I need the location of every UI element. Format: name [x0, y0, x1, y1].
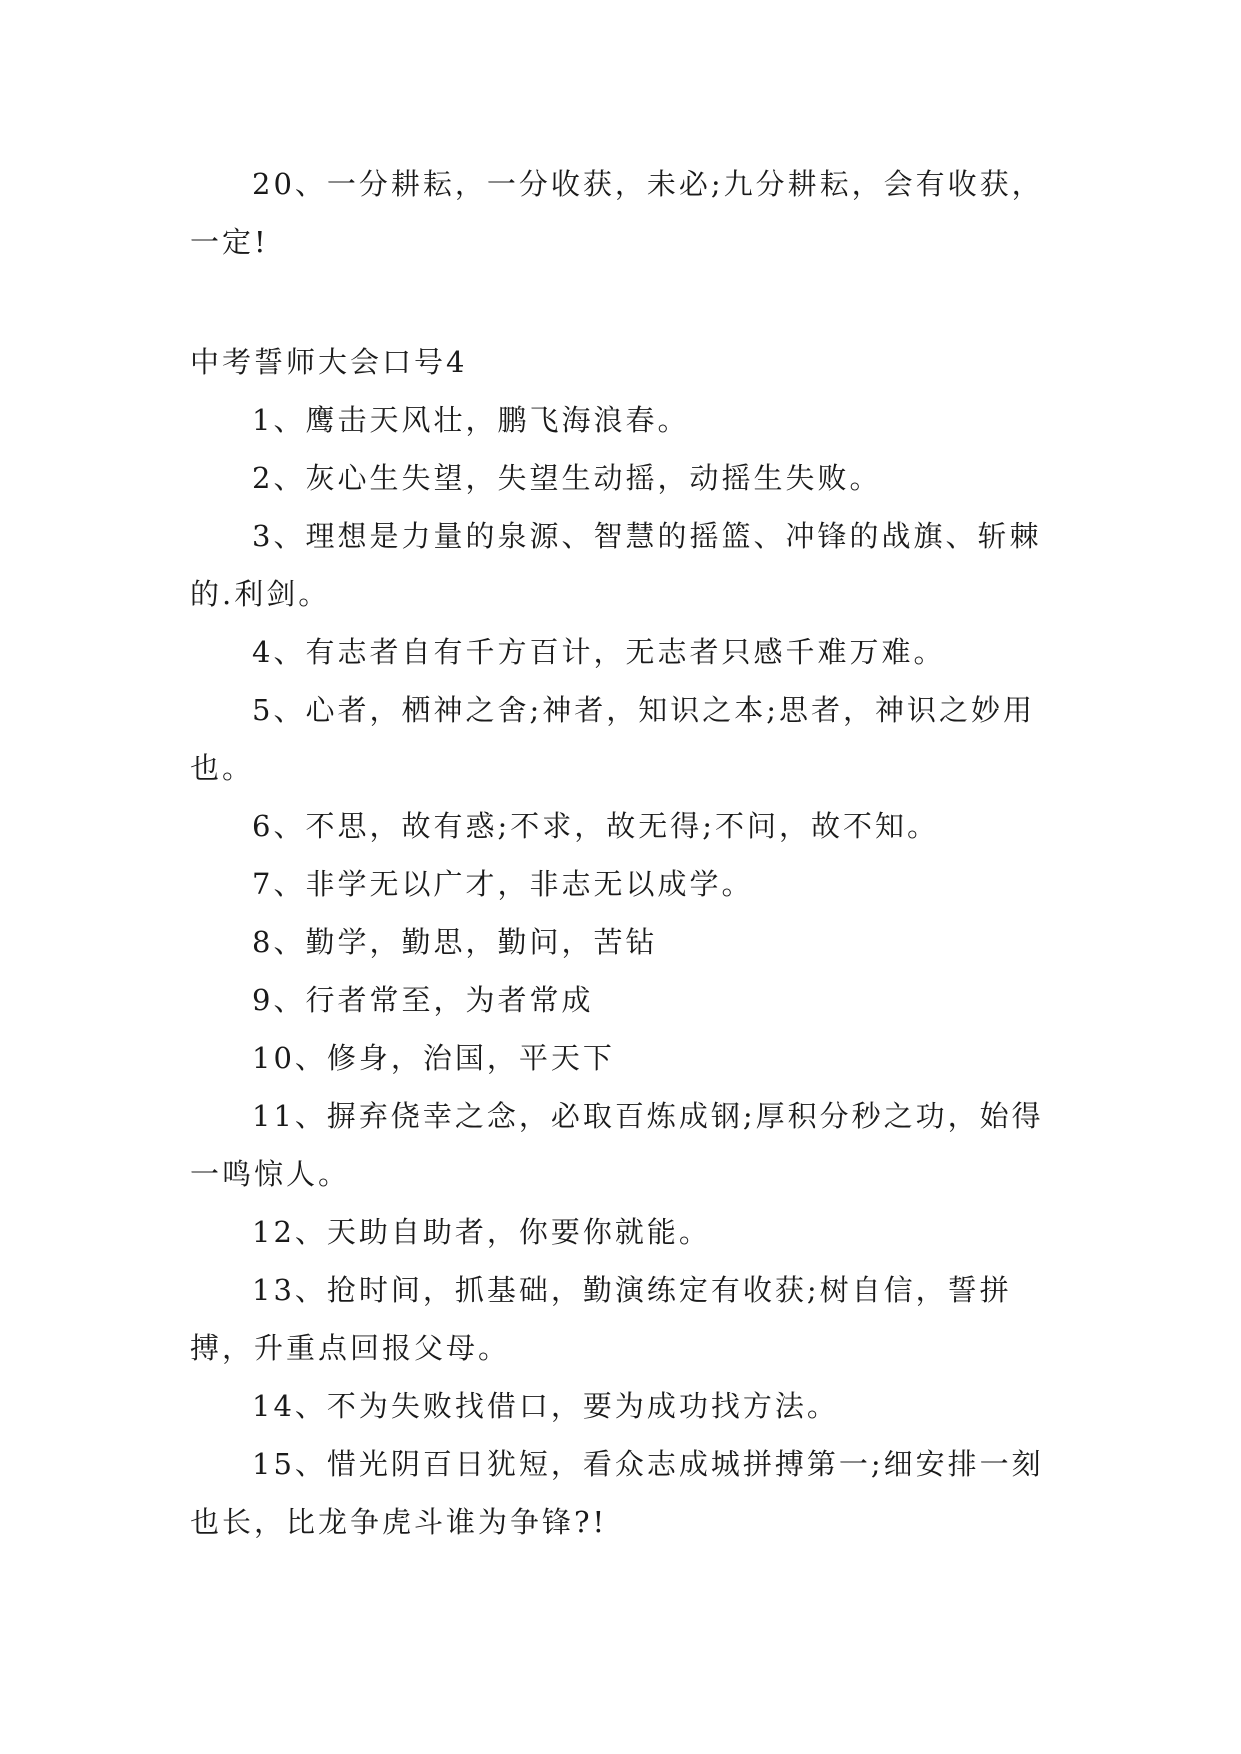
list-item: 10、修身，治国，平天下: [252, 1041, 615, 1075]
list-item: 12、天助自助者，你要你就能。: [252, 1215, 711, 1249]
list-item: 15、惜光阴百日犹短，看众志成城拼搏第一;细安排一刻也长，比龙争虎斗谁为争锋?!: [190, 1447, 1044, 1539]
list-item: 8、勤学，勤思，勤问，苦钻: [252, 925, 658, 959]
list-item: 14、不为失败找借口，要为成功找方法。: [252, 1389, 839, 1423]
list-item: 4、有志者自有千方百计，无志者只感千难万难。: [252, 635, 946, 669]
list-item: 2、灰心生失望，失望生动摇，动摇生失败。: [252, 461, 882, 495]
section-heading: 中考誓师大会口号4: [190, 345, 468, 379]
list-item: 7、非学无以广才，非志无以成学。: [252, 867, 754, 901]
list-item: 11、摒弃侥幸之念，必取百炼成钢;厚积分秒之功，始得一鸣惊人。: [190, 1099, 1044, 1191]
list-item: 9、行者常至，为者常成: [252, 983, 594, 1017]
section-block: [190, 333, 1055, 1551]
list-item: 1、鹰击天风壮，鹏飞海浪春。: [252, 403, 690, 437]
list-item: 6、不思，故有惑;不求，故无得;不问，故不知。: [252, 809, 939, 843]
list-item: 13、抢时间，抓基础，勤演练定有收获;树自信，誓拼搏，升重点回报父母。: [190, 1273, 1012, 1365]
list-item: 3、理想是力量的泉源、智慧的摇篮、冲锋的战旗、斩棘的.利剑。: [190, 519, 1042, 611]
list-item-20: 20、一分耕耘，一分收获，未必;九分耕耘，会有收获，一定!: [190, 167, 1044, 259]
intro-block: [190, 155, 1055, 271]
list-item: 5、心者，栖神之舍;神者，知识之本;思者，神识之妙用也。: [190, 693, 1035, 785]
